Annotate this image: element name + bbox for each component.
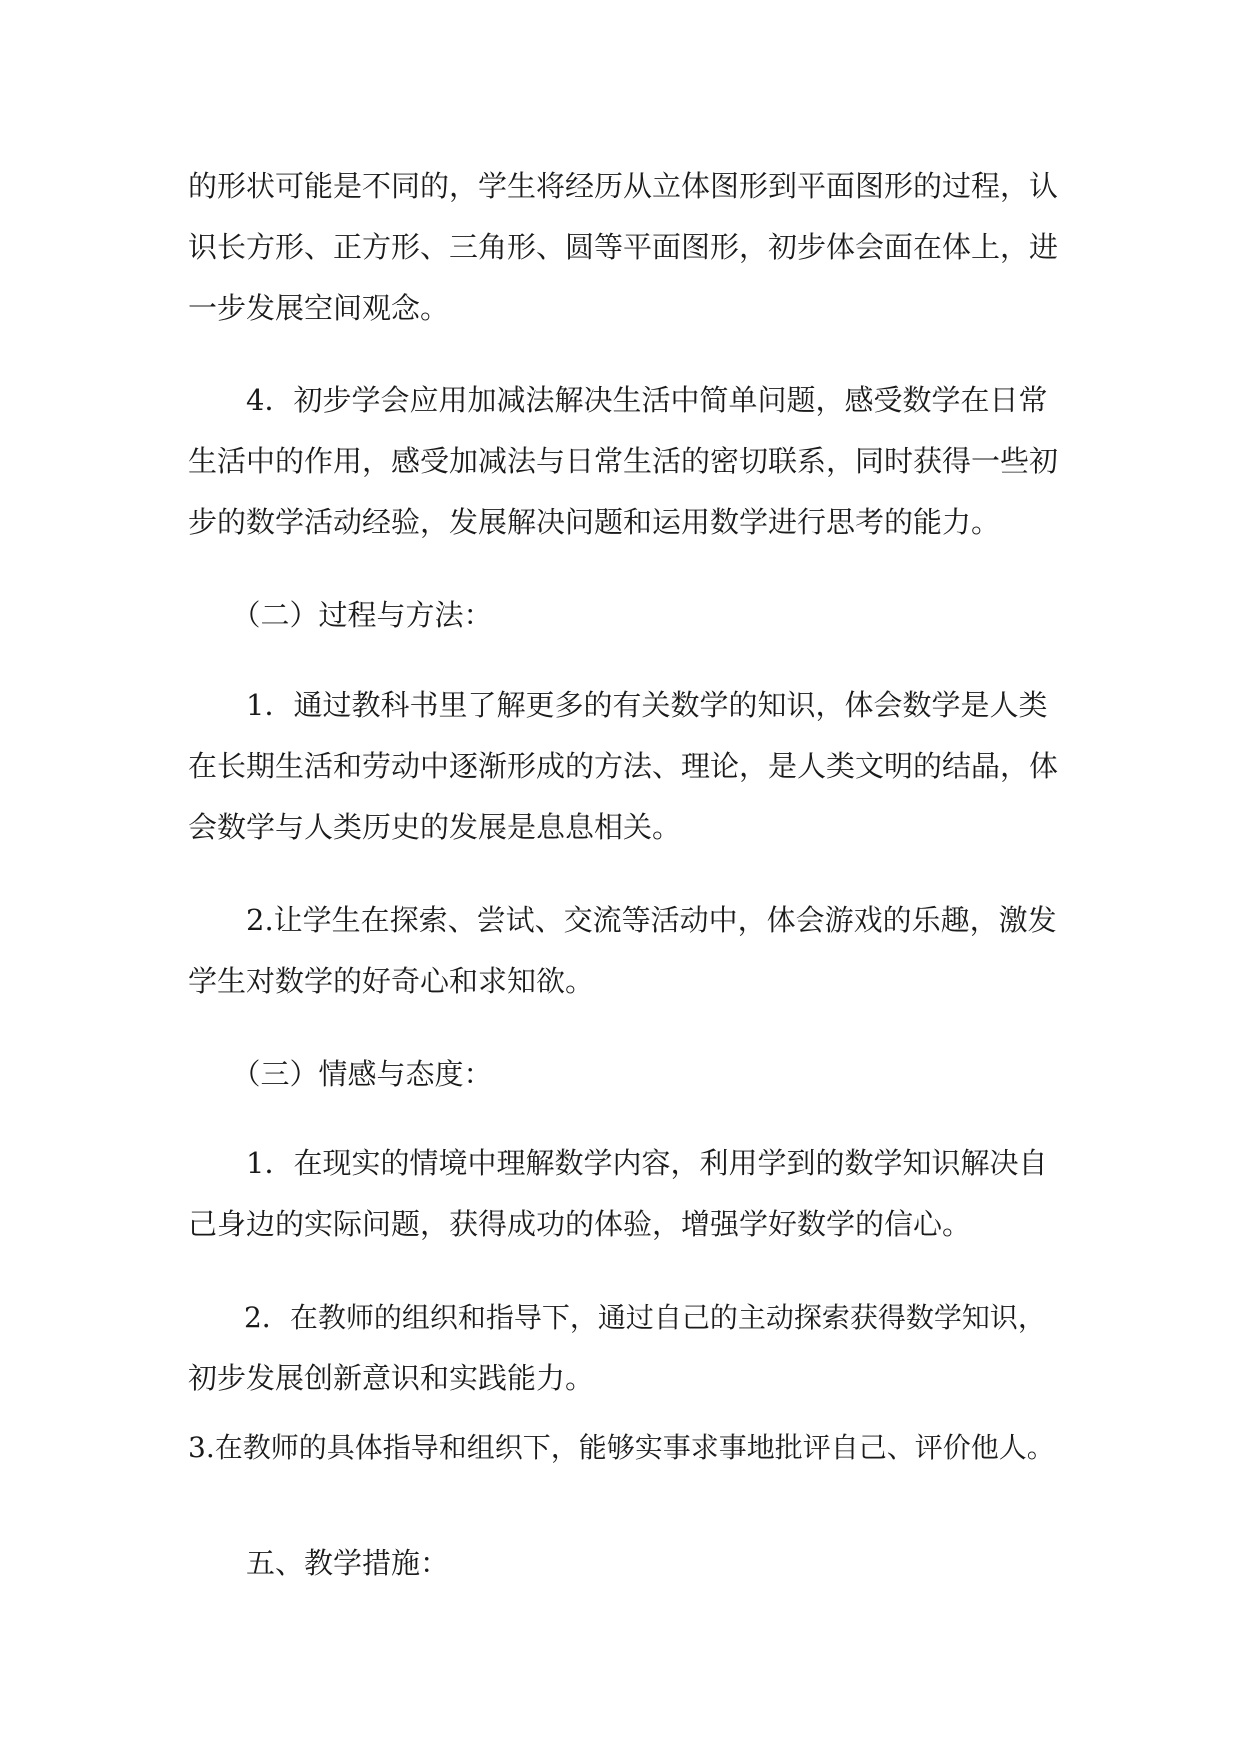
text-line: 学生对数学的好奇心和求知欲。 [188, 964, 595, 998]
paragraph-process-item-2 [188, 890, 1058, 1012]
text-line: 识长方形、正方形、三角形、圆等平面图形，初步体会面在体上，进 [188, 230, 1059, 264]
paragraph-emotion-item-3 [188, 1417, 1058, 1478]
text-line: 步的数学活动经验，发展解决问题和运用数学进行思考的能力。 [188, 505, 1001, 539]
text-line: 初步发展创新意识和实践能力。 [188, 1361, 595, 1395]
text-line: 在长期生活和劳动中逐渐形成的方法、理论，是人类文明的结晶，体 [188, 749, 1059, 783]
text-line: （三）情感与态度： [188, 1057, 493, 1091]
text-line: 一步发展空间观念。 [188, 291, 450, 325]
text-line: 的形状可能是不同的，学生将经历从立体图形到平面图形的过程，认 [188, 169, 1059, 203]
paragraph-shapes-continued [188, 156, 1058, 339]
text-line: 3.在教师的具体指导和组织下，能够实事求事地批评自己、评价他人。 [188, 1431, 1055, 1464]
text-line: 2.让学生在探索、尝试、交流等活动中，体会游戏的乐趣，激发 [188, 903, 1057, 937]
paragraph-emotion-item-2 [188, 1287, 1058, 1409]
text-line: 1．通过教科书里了解更多的有关数学的知识，体会数学是人类 [188, 688, 1048, 722]
paragraph-emotion-item-1 [188, 1133, 1058, 1255]
text-line: 己身边的实际问题，获得成功的体验，增强学好数学的信心。 [188, 1207, 972, 1241]
paragraph-process-item-1 [188, 675, 1058, 858]
text-line: 2．在教师的组织和指导下，通过自己的主动探索获得数学知识， [188, 1301, 1046, 1334]
text-line: 生活中的作用，感受加减法与日常生活的密切联系，同时获得一些初 [188, 444, 1059, 478]
paragraph-item-4 [188, 370, 1058, 553]
section-heading-emotion-attitude [188, 1044, 1058, 1105]
text-line: （二）过程与方法： [188, 598, 493, 632]
text-line: 1．在现实的情境中理解数学内容，利用学到的数学知识解决自 [188, 1146, 1048, 1180]
section-heading-process-method [188, 585, 1058, 646]
text-line: 会数学与人类历史的发展是息息相关。 [188, 810, 682, 844]
text-line: 4．初步学会应用加减法解决生活中简单问题，感受数学在日常 [188, 383, 1048, 417]
text-line: 五、教学措施： [188, 1546, 450, 1580]
section-heading-teaching-measures [188, 1533, 1058, 1594]
